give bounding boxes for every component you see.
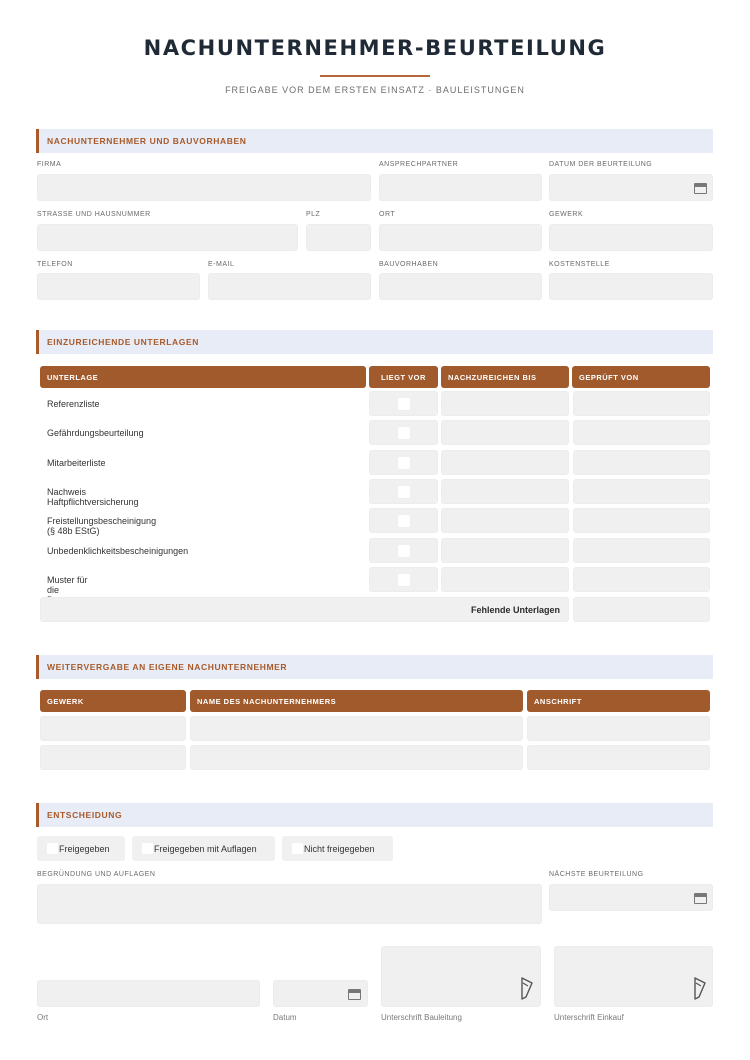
datum-beurteilung-label: DATUM DER BEURTEILUNG — [549, 161, 653, 168]
section-title: ENTSCHEIDUNG — [47, 810, 123, 820]
unterschrift-bauleitung-label: Unterschrift Bauleitung — [381, 1013, 462, 1022]
firma-label: FIRMA — [37, 161, 62, 168]
nachzureichen-field[interactable] — [441, 567, 569, 592]
section-title: NACHUNTERNEHMER UND BAUVORHABEN — [47, 136, 247, 146]
plz-label: PLZ — [306, 211, 321, 218]
option-label: Freigegeben mit Auflagen — [154, 844, 257, 854]
firma-field[interactable] — [37, 174, 371, 201]
section-title: EINZUREICHENDE UNTERLAGEN — [47, 337, 199, 347]
option-checkbox[interactable] — [292, 843, 303, 854]
bauvorhaben-label: BAUVORHABEN — [379, 261, 439, 268]
ort-signature-label: Ort — [37, 1013, 49, 1022]
strasse-label: STRASSE UND HAUSNUMMER — [37, 211, 151, 218]
unterlage-label: Nachweis Haftpflichtversicherung — [47, 487, 139, 507]
unterlage-label: Freistellungsbescheinigung (§ 48b EStG) — [47, 516, 157, 536]
begruendung-label: BEGRÜNDUNG UND AUFLAGEN — [37, 871, 156, 878]
section-title: WEITERVERGABE AN EIGENE NACHUNTERNEHMER — [47, 662, 288, 672]
nachzureichen-field[interactable] — [441, 420, 569, 445]
unterlage-label: Referenzliste — [47, 399, 100, 409]
kostenstelle-field[interactable] — [549, 273, 713, 300]
sub-anschrift-field-1[interactable] — [527, 716, 710, 741]
fehlende-unterlagen-field[interactable] — [573, 597, 710, 622]
nachzureichen-field[interactable] — [441, 450, 569, 475]
option-checkbox[interactable] — [142, 843, 153, 854]
unterlage-label: Muster für die — [47, 575, 88, 595]
ort-field[interactable] — [379, 224, 542, 251]
nachzureichen-field[interactable] — [441, 479, 569, 504]
ansprechpartner-field[interactable] — [379, 174, 542, 201]
column-header-nachzureichen: NACHZUREICHEN BIS — [441, 366, 569, 388]
begruendung-field[interactable] — [37, 884, 542, 924]
liegt-vor-cell — [369, 538, 438, 563]
calendar-icon[interactable] — [694, 893, 707, 904]
naechste-beurteilung-field[interactable] — [549, 884, 713, 911]
section-header-weitervergabe — [36, 655, 713, 679]
unterschrift-bauleitung-field[interactable] — [381, 946, 541, 1007]
telefon-label: TELEFON — [37, 261, 73, 268]
option-checkbox[interactable] — [47, 843, 58, 854]
liegt-vor-checkbox[interactable] — [398, 515, 410, 527]
kostenstelle-label: KOSTENSTELLE — [549, 261, 610, 268]
column-header-geprueft-von: GEPRÜFT VON — [572, 366, 710, 388]
liegt-vor-cell — [369, 391, 438, 416]
geprueft-von-field[interactable] — [573, 567, 710, 592]
unterlage-label: Unbedenklichkeitsbescheinigungen — [47, 546, 189, 556]
geprueft-von-field[interactable] — [573, 391, 710, 416]
liegt-vor-checkbox[interactable] — [398, 574, 410, 586]
liegt-vor-checkbox[interactable] — [398, 486, 410, 498]
calendar-icon[interactable] — [348, 989, 361, 1000]
geprueft-von-field[interactable] — [573, 538, 710, 563]
unterschrift-einkauf-field[interactable] — [554, 946, 713, 1007]
gewerk-field[interactable] — [549, 224, 713, 251]
liegt-vor-checkbox[interactable] — [398, 398, 410, 410]
plz-field[interactable] — [306, 224, 371, 251]
liegt-vor-checkbox[interactable] — [398, 457, 410, 469]
pen-nib-icon — [693, 977, 707, 1001]
liegt-vor-cell — [369, 450, 438, 475]
page-title: NACHUNTERNEHMER-BEURTEILUNG — [143, 36, 607, 60]
bauvorhaben-field[interactable] — [379, 273, 542, 300]
nachzureichen-field[interactable] — [441, 508, 569, 533]
liegt-vor-checkbox[interactable] — [398, 545, 410, 557]
naechste-beurteilung-label: NÄCHSTE BEURTEILUNG — [549, 871, 644, 878]
nachzureichen-field[interactable] — [441, 391, 569, 416]
fehlende-unterlagen-row — [40, 597, 569, 622]
datum-beurteilung-field[interactable] — [549, 174, 713, 201]
title-divider — [320, 75, 430, 77]
section-header-nachunternehmer — [36, 129, 713, 153]
geprueft-von-field[interactable] — [573, 508, 710, 533]
strasse-field[interactable] — [37, 224, 298, 251]
unterlage-label: Gefährdungsbeurteilung — [47, 428, 144, 438]
geprueft-von-field[interactable] — [573, 479, 710, 504]
email-field[interactable] — [208, 273, 371, 300]
fehlende-unterlagen-label: Fehlende Unterlagen — [470, 605, 560, 615]
liegt-vor-cell — [369, 479, 438, 504]
option-label: Nicht freigegeben — [304, 844, 375, 854]
datum-signature-field[interactable] — [273, 980, 368, 1007]
column-header-unterlage: UNTERLAGE — [40, 366, 366, 388]
option-nicht-freigegeben[interactable] — [282, 836, 393, 861]
sub-gewerk-field-2[interactable] — [40, 745, 186, 770]
ort-label: ORT — [379, 211, 396, 218]
datum-signature-label: Datum — [273, 1013, 297, 1022]
ort-signature-field[interactable] — [37, 980, 260, 1007]
liegt-vor-cell — [369, 508, 438, 533]
section-header-entscheidung — [36, 803, 713, 827]
unterschrift-einkauf-label: Unterschrift Einkauf — [554, 1013, 624, 1022]
option-freigegeben[interactable] — [37, 836, 125, 861]
sub-anschrift-field-2[interactable] — [527, 745, 710, 770]
section-header-unterlagen — [36, 330, 713, 354]
page-subtitle: FREIGABE VOR DEM ERSTEN EINSATZ · BAULEISTUNGEN — [225, 85, 525, 95]
column-header-name-nachunternehmer: NAME DES NACHUNTERNEHMERS — [190, 690, 523, 712]
unterlage-label: Mitarbeiterliste — [47, 458, 106, 468]
geprueft-von-field[interactable] — [573, 450, 710, 475]
column-header-liegt-vor: LIEGT VOR — [369, 366, 438, 388]
sub-gewerk-field-1[interactable] — [40, 716, 186, 741]
sub-name-field-1[interactable] — [190, 716, 523, 741]
option-freigegeben-mit-auflagen[interactable] — [132, 836, 275, 861]
sub-name-field-2[interactable] — [190, 745, 523, 770]
column-header-anschrift: ANSCHRIFT — [527, 690, 710, 712]
option-label: Freigegeben — [59, 844, 110, 854]
pen-nib-icon — [520, 977, 534, 1001]
telefon-field[interactable] — [37, 273, 200, 300]
liegt-vor-checkbox[interactable] — [398, 427, 410, 439]
geprueft-von-field[interactable] — [573, 420, 710, 445]
gewerk-label: GEWERK — [549, 211, 584, 218]
email-label: E-MAIL — [208, 261, 235, 268]
column-header-gewerk: GEWERK — [40, 690, 186, 712]
calendar-icon[interactable] — [694, 183, 707, 194]
liegt-vor-cell — [369, 567, 438, 592]
nachzureichen-field[interactable] — [441, 538, 569, 563]
liegt-vor-cell — [369, 420, 438, 445]
ansprechpartner-label: ANSPRECHPARTNER — [379, 161, 459, 168]
